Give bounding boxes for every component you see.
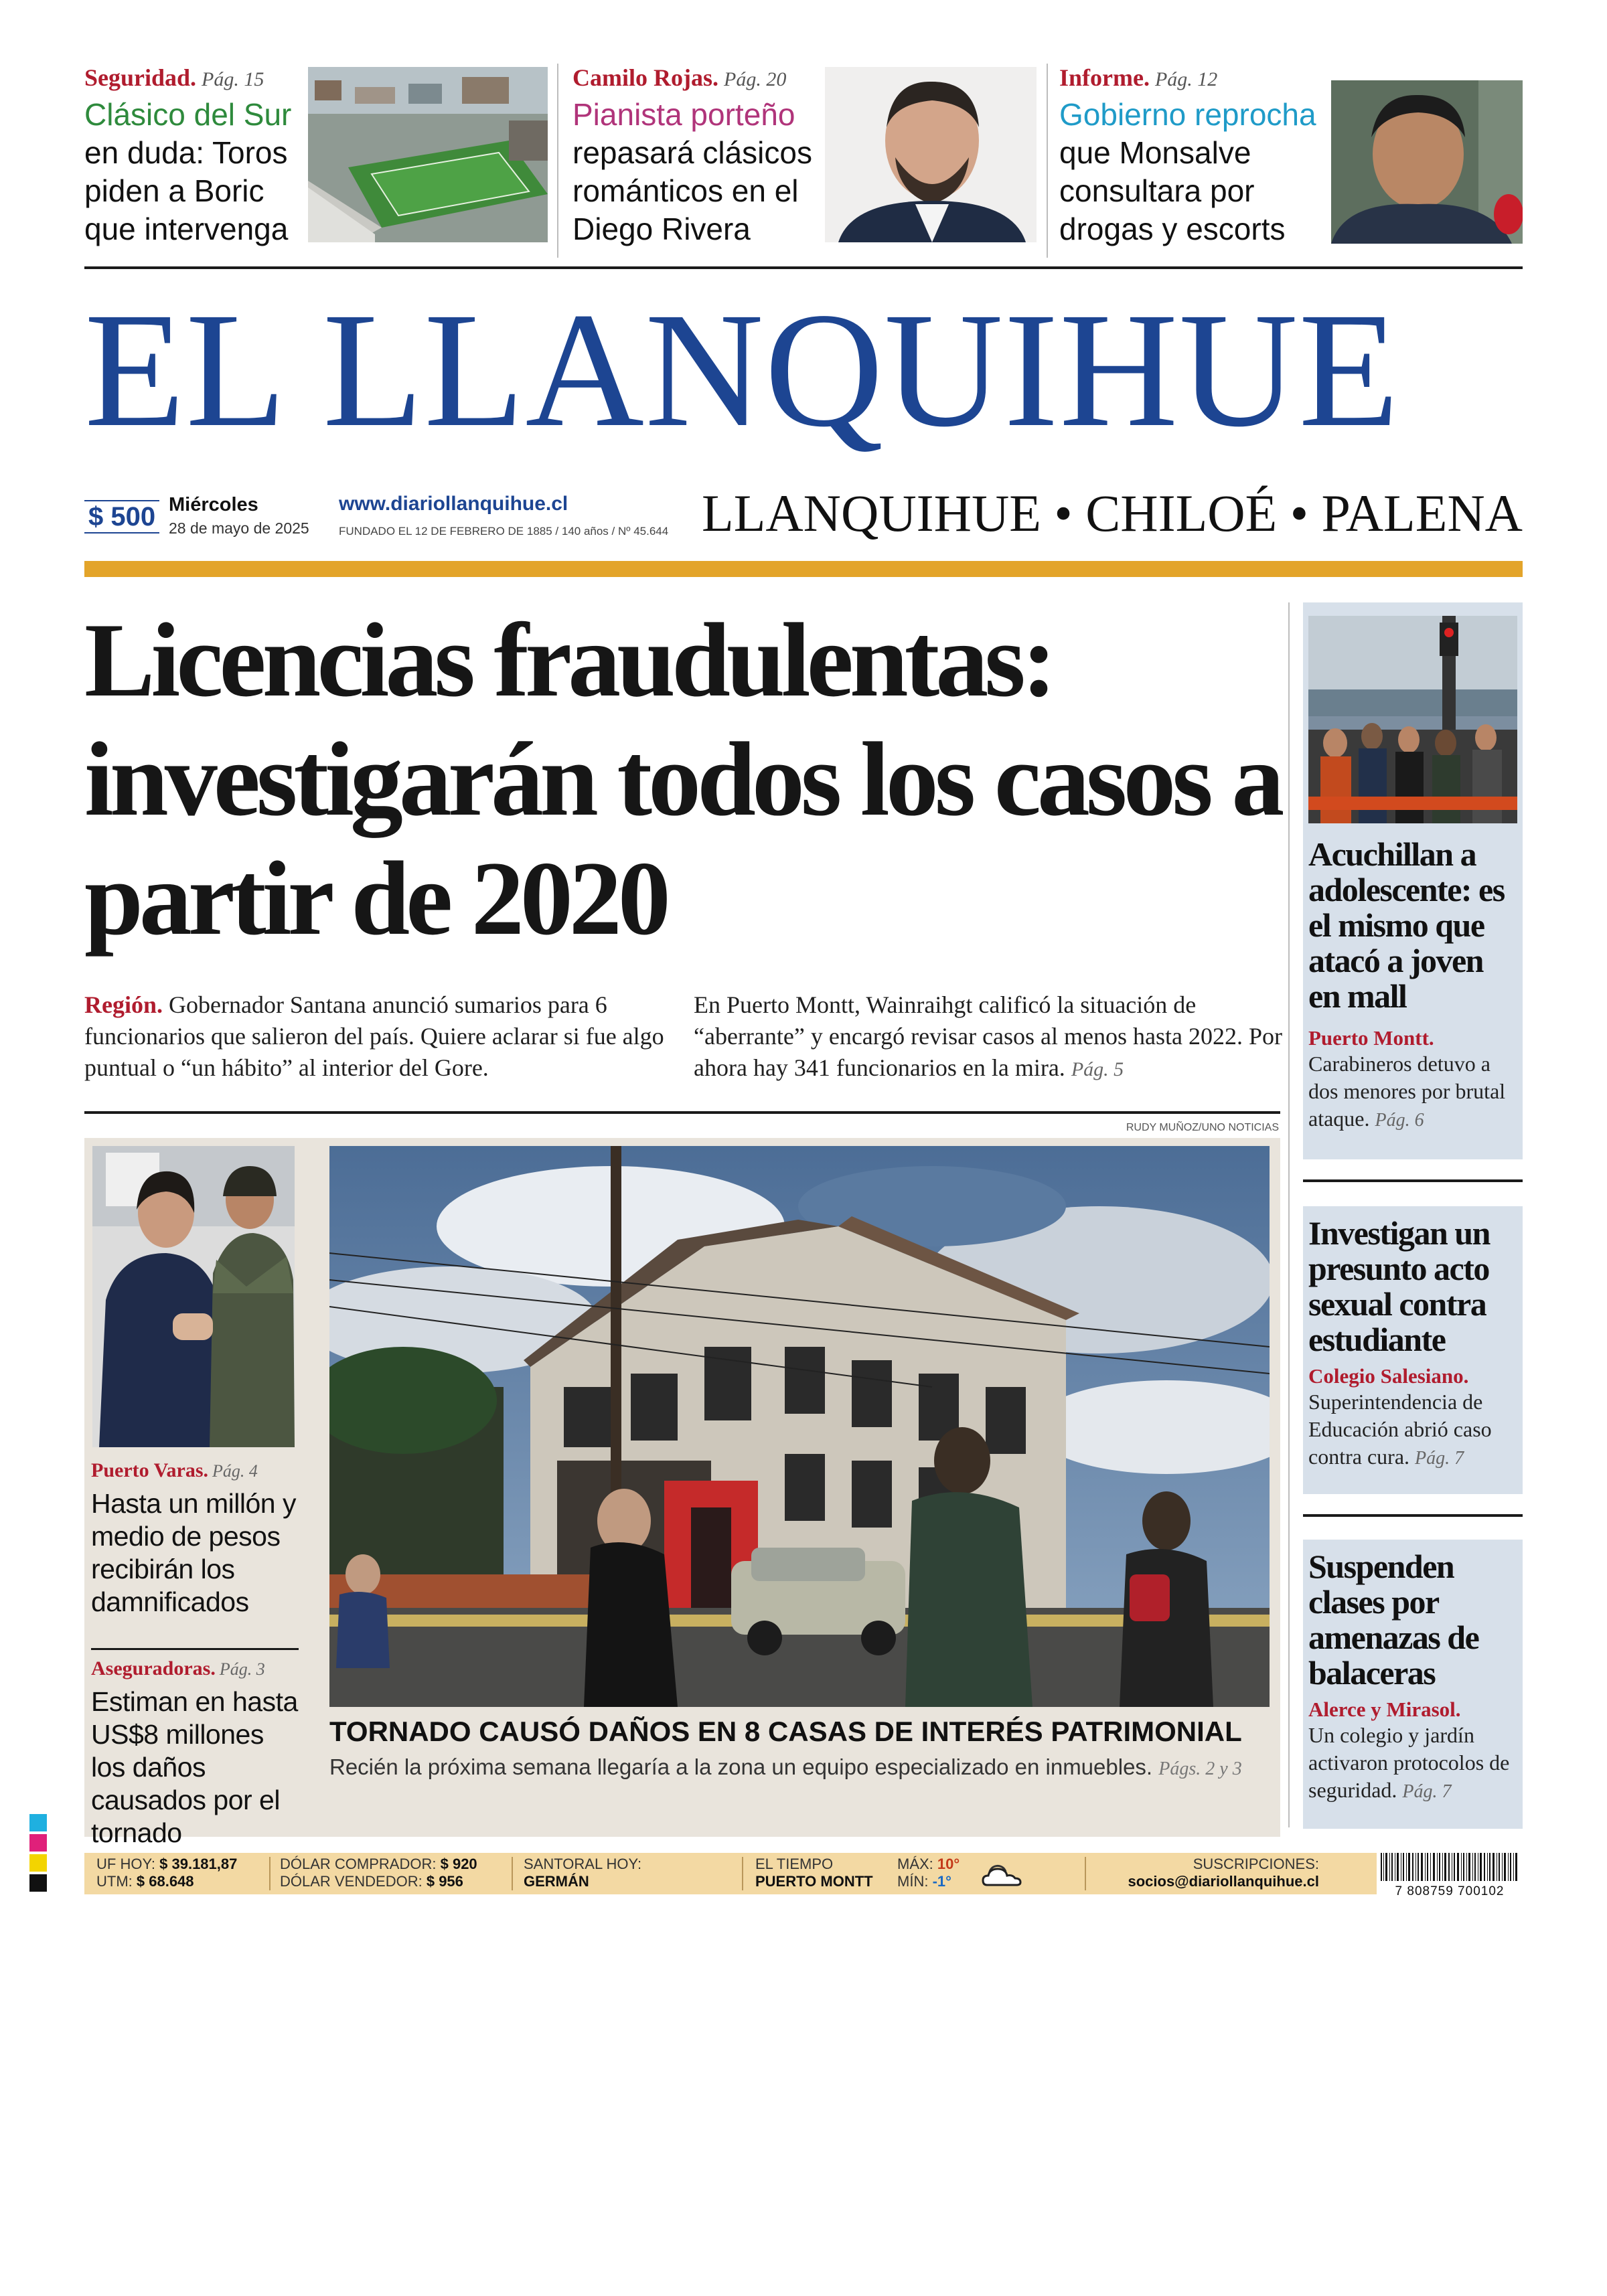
accent-bar [84, 561, 1523, 577]
teaser-2[interactable] [572, 64, 827, 251]
left-story-kicker: Puerto Varas. Pág. 4 [91, 1459, 258, 1481]
issue-date: 28 de mayo de 2025 [169, 519, 309, 537]
left-story-divider [91, 1648, 299, 1650]
sidebar-rule [1303, 1179, 1523, 1182]
footer-tiempo: EL TIEMPO PUERTO MONTT [755, 1856, 873, 1890]
stadium-photo [308, 67, 548, 242]
sidebar-page: Pág. 7 [1402, 1781, 1452, 1802]
lead-deck-page: Pág. 5 [1071, 1058, 1124, 1080]
founded-line: FUNDADO EL 12 DE FEBRERO DE 1885 / 140 años / Nº 45.644 [339, 525, 669, 538]
barcode [1377, 1852, 1523, 1896]
main-photo-caption [329, 1715, 1270, 1822]
sidebar-rule [1303, 1514, 1523, 1517]
caption-text: Recién la próxima semana llegaría a la zona un equipo especializado en inmuebles. Págs. 2 y 3 [329, 1754, 1242, 1779]
officials-photo [92, 1146, 295, 1447]
footer-santoral: SANTORAL HOY: GERMÁN [524, 1856, 642, 1890]
left-story-kicker: Aseguradoras. Pág. 3 [91, 1657, 265, 1679]
left-story-headline: Hasta un millón y medio de pesos recibirán los damnificados [91, 1488, 296, 1617]
lead-deck-kicker: Región. [84, 991, 163, 1018]
price-badge: $ 500 [84, 500, 159, 534]
sidebar-text: Superintendencia de Educación abrió caso contra cura. Pág. 7 [1308, 1390, 1492, 1469]
left-story-1[interactable] [91, 1459, 304, 1619]
lead-headline[interactable]: Licencias fraudulentas: investigarán todos los casos a partir de 2020 [84, 602, 1281, 957]
teaser-headline: Clásico del Sur en duda: Toros piden a Boric que intervenga [84, 97, 292, 246]
sidebar-text: Carabineros detuvo a dos menores por brutal ataque. Pág. 6 [1308, 1052, 1506, 1131]
sidebar-divider [1288, 602, 1290, 1827]
lead-divider [84, 1111, 1280, 1114]
photo-credit: RUDY MUÑOZ/UNO NOTICIAS [1126, 1122, 1279, 1133]
sidebar-box-3[interactable] [1303, 1540, 1523, 1829]
footer-divider [1085, 1857, 1086, 1890]
teaser-headline: Pianista porteño repasará clásicos románticos en el Diego Rivera [572, 97, 812, 246]
footer-divider [742, 1857, 743, 1890]
teaser-1[interactable] [84, 64, 305, 251]
sidebar-headline: Acuchillan a adolescente: es el mismo que atacó a joven en mall [1308, 835, 1505, 1015]
left-story-2[interactable] [91, 1657, 304, 1850]
sidebar-box-2[interactable] [1303, 1206, 1523, 1494]
teaser-kicker: Seguridad. Pág. 15 [84, 64, 264, 91]
teaser-divider [557, 64, 558, 258]
caption-title: TORNADO CAUSÓ DAÑOS EN 8 CASAS DE INTERÉS PATRIMONIAL [329, 1716, 1242, 1747]
print-color-marks [29, 1814, 47, 1892]
weekday: Miércoles [169, 494, 258, 515]
regions-line: LLANQUIHUE • CHILOÉ • PALENA [702, 484, 1523, 542]
sidebar-headline: Suspenden clases por amenazas de balaceras [1308, 1548, 1479, 1692]
footer-divider [269, 1857, 271, 1890]
sidebar-kicker: Puerto Montt. [1308, 1026, 1434, 1050]
teaser-kicker: Camilo Rojas. Pág. 20 [572, 64, 787, 91]
crowd-photo [1308, 616, 1517, 823]
sidebar-page: Pág. 7 [1415, 1448, 1464, 1469]
footer-uf: UF HOY: $ 39.181,87 UTM: $ 68.648 [96, 1856, 238, 1890]
sidebar-kicker: Colegio Salesiano. [1308, 1364, 1469, 1388]
sidebar-page: Pág. 6 [1375, 1110, 1424, 1131]
website-link[interactable]: www.diariollanquihue.cl [339, 493, 568, 515]
footer-divider [512, 1857, 513, 1890]
teaser-3[interactable] [1059, 64, 1341, 251]
caption-page: Págs. 2 y 3 [1158, 1758, 1242, 1779]
masthead-title: EL LLANQUIHUE [84, 279, 1400, 461]
sidebar-box-1[interactable] [1303, 602, 1523, 1159]
lead-deck-col1: Región. Gobernador Santana anunció sumarios para 6 funcionarios que salieron del país. Quiere aclarar si fue algo puntual o “un hábito” al interior del Gore. [84, 991, 664, 1081]
footer-dolar: DÓLAR COMPRADOR: $ 920 DÓLAR VENDEDOR: $ 956 [280, 1856, 477, 1890]
left-story-headline: Estiman en hasta US$8 millones los daños causados por el tornado [91, 1686, 298, 1848]
teaser-divider [1047, 64, 1048, 258]
footer-temps: MÁX: 10° MÍN: -1° [897, 1856, 960, 1890]
sidebar-kicker: Alerce y Mirasol. [1308, 1698, 1461, 1721]
barcode-number: 7 808759 700102 [1395, 1884, 1505, 1898]
top-divider [84, 266, 1523, 269]
pianist-photo [825, 67, 1037, 242]
politician-photo [1331, 80, 1523, 244]
footer-suscripciones[interactable]: SUSCRIPCIONES: socios@diariollanquihue.cl [1128, 1856, 1319, 1890]
barcode-bars [1377, 1852, 1523, 1881]
lead-deck-col2: En Puerto Montt, Wainraihgt calificó la situación de “aberrante” y encargó revisar casos al menos hasta 2022. Por ahora hay 341 funcionarios en la mira. Pág. 5 [694, 991, 1282, 1081]
sidebar-text: Un colegio y jardín activaron protocolos de seguridad. Pág. 7 [1308, 1723, 1510, 1802]
partly-cloudy-icon [980, 1860, 1023, 1888]
tornado-house-photo[interactable] [329, 1146, 1270, 1707]
teaser-headline: Gobierno reprocha que Monsalve consultara por drogas y escorts [1059, 97, 1316, 246]
teaser-kicker: Informe. Pág. 12 [1059, 64, 1218, 91]
sidebar-headline: Investigan un presunto acto sexual contra estudiante [1308, 1214, 1490, 1358]
